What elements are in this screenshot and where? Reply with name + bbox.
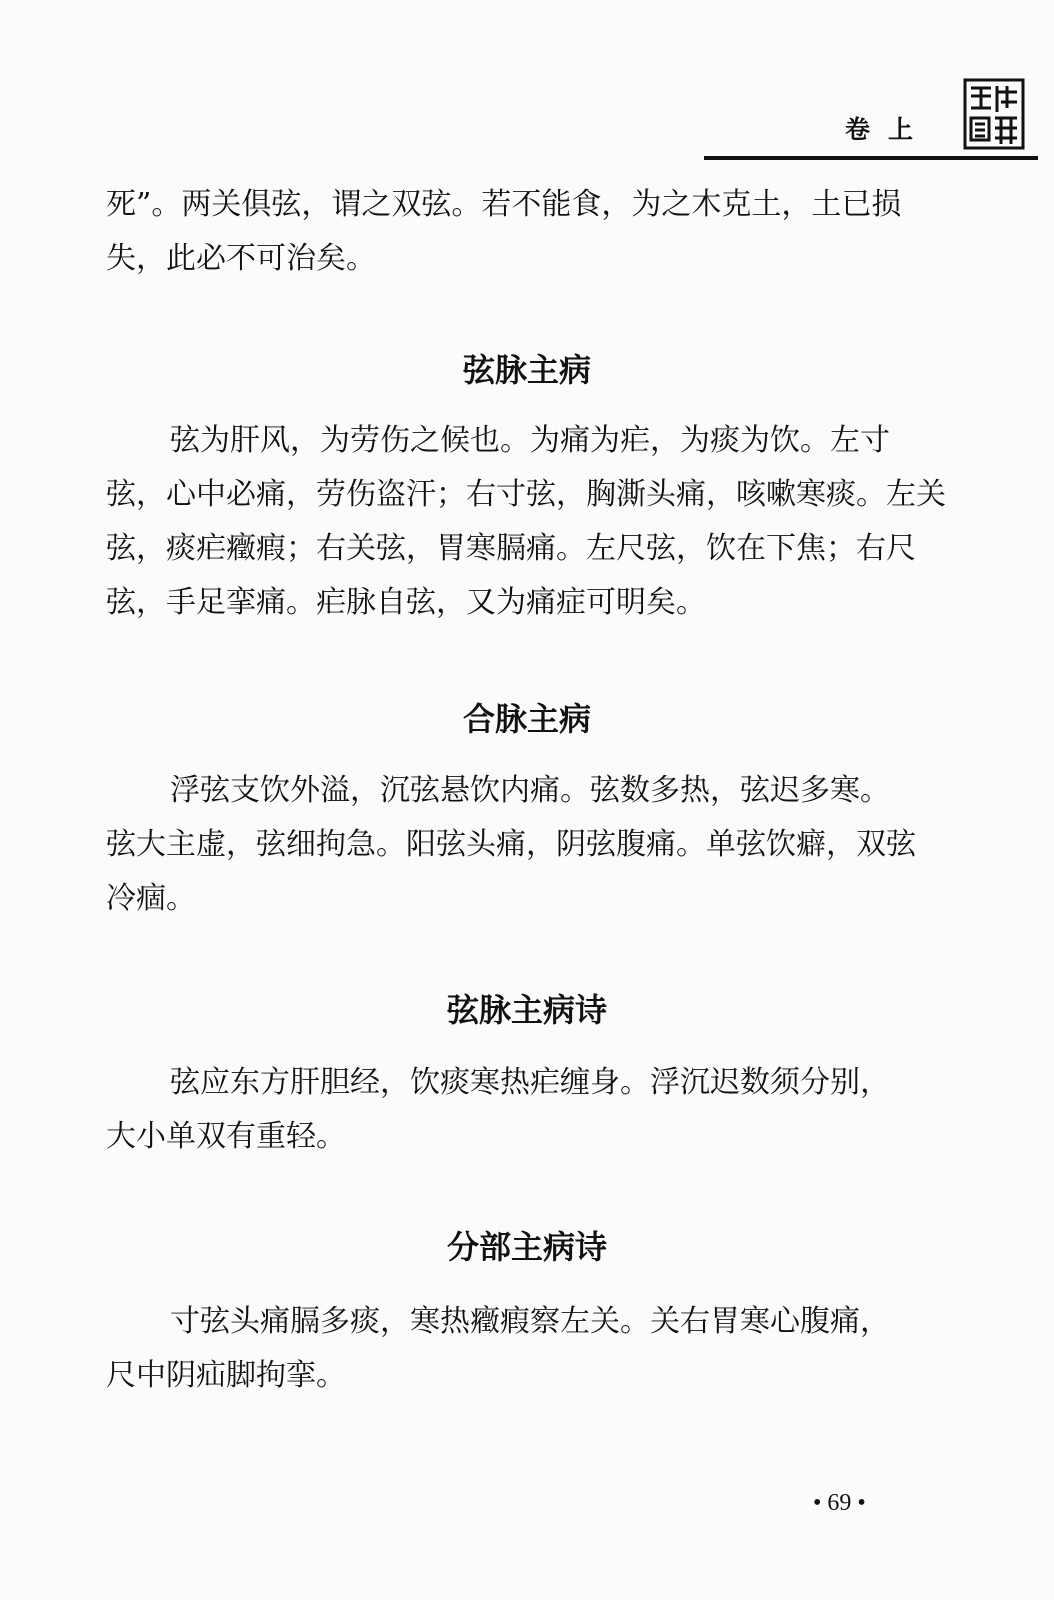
text-line: 弦，心中必痛，劳伤盗汗；右寸弦，胸澌头痛，咳嗽寒痰。左关 (106, 477, 946, 512)
text-line: 弦为肝风，为劳伤之候也。为痛为疟，为痰为饮。左寸 (170, 423, 890, 458)
text-line: 寸弦头痛膈多痰，寒热癥瘕察左关。关右胃寒心腹痛， (170, 1304, 890, 1339)
text-line: 弦大主虚，弦细拘急。阳弦头痛，阴弦腹痛。单弦饮癖，双弦 (106, 827, 916, 862)
section-title-he-mai-zhu-bing: 合脉主病 (462, 700, 591, 738)
section-paragraph (106, 1295, 938, 1403)
page-number: • 69 • (813, 1490, 866, 1516)
text-line: 弦，痰疟癥瘕；右关弦，胃寒膈痛。左尺弦，饮在下焦；右尺 (106, 531, 916, 566)
section-paragraph (106, 1056, 938, 1164)
section-paragraph (106, 764, 938, 926)
text-line: 弦应东方肝胆经，饮痰寒热疟缠身。浮沉迟数须分别， (170, 1065, 890, 1100)
text-line: 尺中阴疝脚拘挛。 (106, 1358, 346, 1393)
running-header: 卷上 (845, 115, 932, 144)
section-title-fen-bu-zhu-bing-shi: 分部主病诗 (446, 1228, 607, 1266)
section-title-xian-mai-zhu-bing-shi: 弦脉主病诗 (446, 991, 607, 1029)
section-title-xian-mai-zhu-bing: 弦脉主病 (462, 351, 591, 389)
text-line: 冷痼。 (106, 881, 196, 916)
header-rule (704, 156, 1038, 160)
continuation-paragraph (106, 178, 938, 286)
text-line: 浮弦支饮外溢，沉弦悬饮内痛。弦数多热，弦迟多寒。 (170, 773, 890, 808)
section-paragraph (106, 414, 946, 630)
text-line: 失，此必不可治矣。 (106, 241, 376, 276)
text-line: 大小单双有重轻。 (106, 1119, 346, 1154)
text-line: 弦，手足挛痛。疟脉自弦，又为痛症可明矣。 (106, 585, 706, 620)
seal-logo-icon (963, 78, 1025, 150)
text-line: 死”。两关俱弦，谓之双弦。若不能食，为之木克土，土已损 (106, 187, 902, 222)
